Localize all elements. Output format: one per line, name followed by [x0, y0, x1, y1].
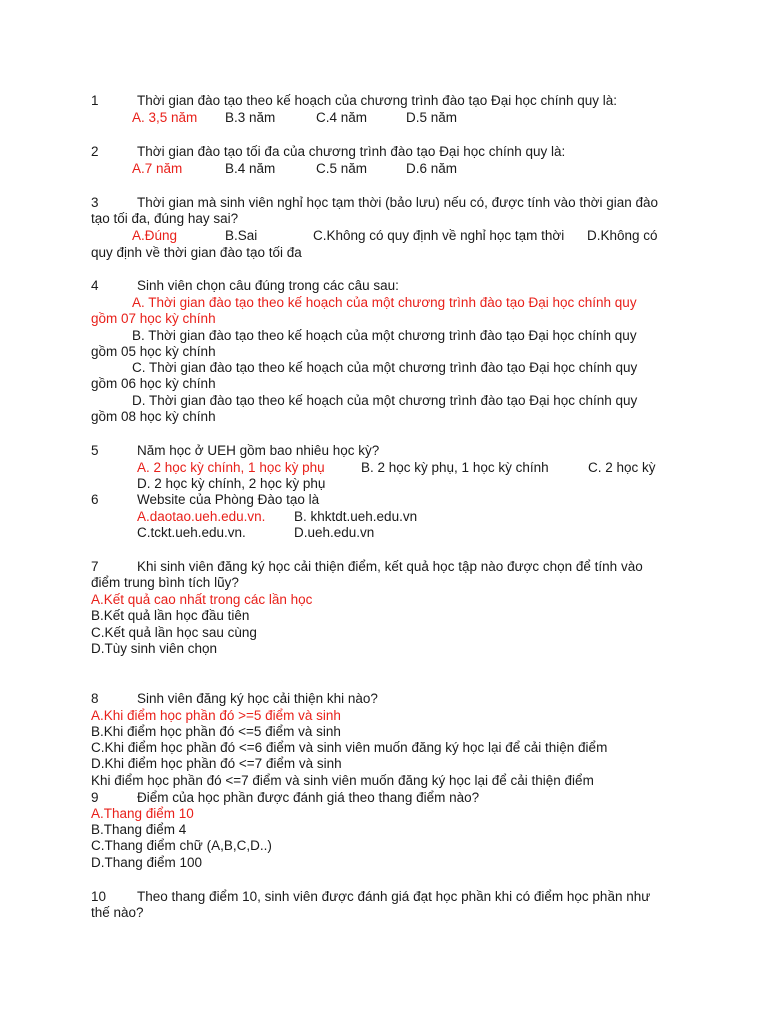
q9-option-c: C.Thang điểm chữ (A,B,C,D..) — [91, 838, 272, 853]
q4-option-b-line1: B. Thời gian đào tạo theo kế hoạch của một chương trình đào tạo Đại học chính quy — [132, 328, 637, 343]
q3-option-b: B.Sai — [225, 228, 258, 243]
q7-number: 7 — [91, 559, 99, 574]
q7-option-c: C.Kết quả lần học sau cùng — [91, 625, 257, 640]
q9-text: Điểm của học phần được đánh giá theo thang điểm nào? — [137, 790, 480, 805]
q2-option-b: B.4 năm — [225, 161, 276, 176]
q4-number: 4 — [91, 278, 99, 293]
q1-option-a: A. 3,5 năm — [132, 110, 198, 125]
q1-option-c: C.4 năm — [316, 110, 368, 125]
q6-text: Website của Phòng Đào tạo là — [137, 492, 320, 507]
q7-option-b: B.Kết quả lần học đầu tiên — [91, 608, 250, 623]
q3-option-c: C.Không có quy định về nghỉ học tạm thời — [313, 228, 565, 243]
q4-option-d-line2: gồm 08 học kỳ chính — [91, 409, 216, 424]
q7-text-line1: Khi sinh viên đăng ký học cải thiện điểm, kết quả học tập nào được chọn để tính vào — [137, 559, 643, 574]
q8-option-c: C.Khi điểm học phần đó <=6 điểm và sinh viên muốn đăng ký học lại để cải thiện điểm — [91, 740, 608, 755]
q3-option-a: A.Đúng — [132, 228, 178, 243]
q3-text-line1: Thời gian mà sinh viên nghỉ học tạm thời (bảo lưu) nếu có, được tính vào thời gian đào — [137, 195, 659, 210]
q3-number: 3 — [91, 195, 99, 210]
q6-number: 6 — [91, 492, 99, 507]
q2-option-c: C.5 năm — [316, 161, 368, 176]
q5-option-d: D. 2 học kỳ chính, 2 học kỳ phụ — [137, 476, 326, 491]
q2-number: 2 — [91, 144, 99, 159]
q8-text: Sinh viên đăng ký học cải thiện khi nào? — [137, 691, 378, 706]
q5-option-c: C. 2 học kỳ — [588, 460, 656, 475]
q1-number: 1 — [91, 93, 99, 108]
q2-text: Thời gian đào tạo tối đa của chương trình đào tạo Đại học chính quy là: — [137, 144, 566, 159]
q3-option-d-cont: quy định về thời gian đào tạo tối đa — [91, 245, 302, 260]
q4-option-a-line2: gồm 07 học kỳ chính — [91, 311, 216, 326]
q6-option-a: A.daotao.ueh.edu.vn. — [137, 509, 266, 524]
q4-option-c-line2: gồm 06 học kỳ chính — [91, 376, 216, 391]
q1-text: Thời gian đào tạo theo kế hoạch của chương trình đào tạo Đại học chính quy là: — [137, 93, 618, 108]
q4-option-a-line1: A. Thời gian đào tạo theo kế hoạch của một chương trình đào tạo Đại học chính quy — [132, 295, 637, 310]
q9-option-d: D.Thang điểm 100 — [91, 855, 203, 870]
q10-text-line1: Theo thang điểm 10, sinh viên được đánh giá đạt học phần khi có điểm học phần như — [137, 889, 651, 904]
q7-option-a: A.Kết quả cao nhất trong các lần học — [91, 592, 313, 607]
q7-text-line2: điểm trung bình tích lũy? — [91, 575, 239, 590]
q8-option-a: A.Khi điểm học phần đó >=5 điểm và sinh — [91, 708, 341, 723]
q10-text-line2: thế nào? — [91, 905, 144, 920]
q6-option-d: D.ueh.edu.vn — [294, 525, 375, 540]
q2-option-a: A.7 năm — [132, 161, 183, 176]
q6-option-b: B. khktdt.ueh.edu.vn — [294, 509, 418, 524]
q4-text: Sinh viên chọn câu đúng trong các câu sau: — [137, 278, 399, 293]
q2-option-d: D.6 năm — [406, 161, 458, 176]
q8-option-extra: Khi điểm học phần đó <=7 điểm và sinh viên muốn đăng ký học lại để cải thiện điểm — [91, 773, 594, 788]
q5-option-a: A. 2 học kỳ chính, 1 học kỳ phụ — [137, 460, 325, 475]
q4-option-b-line2: gồm 05 học kỳ chính — [91, 344, 216, 359]
q8-option-d: D.Khi điểm học phần đó <=7 điểm và sinh — [91, 756, 342, 771]
q10-number: 10 — [91, 889, 107, 904]
q8-option-b: B.Khi điểm học phần đó <=5 điểm và sinh — [91, 724, 341, 739]
q1-option-b: B.3 năm — [225, 110, 276, 125]
q5-number: 5 — [91, 443, 99, 458]
q9-number: 9 — [91, 790, 99, 805]
q1-option-d: D.5 năm — [406, 110, 458, 125]
q4-option-c-line1: C. Thời gian đào tạo theo kế hoạch của một chương trình đào tạo Đại học chính quy — [132, 360, 638, 375]
q9-option-a: A.Thang điểm 10 — [91, 806, 194, 821]
q7-option-d: D.Tùy sinh viên chọn — [91, 641, 218, 656]
q5-option-b: B. 2 học kỳ phụ, 1 học kỳ chính — [361, 460, 549, 475]
q9-option-b: B.Thang điểm 4 — [91, 822, 187, 837]
q5-text: Năm học ở UEH gồm bao nhiêu học kỳ? — [137, 443, 380, 458]
q3-text-line2: tạo tối đa, đúng hay sai? — [91, 211, 239, 226]
q8-number: 8 — [91, 691, 99, 706]
q4-option-d-line1: D. Thời gian đào tạo theo kế hoạch của một chương trình đào tạo Đại học chính quy — [132, 393, 638, 408]
q6-option-c: C.tckt.ueh.edu.vn. — [137, 525, 246, 540]
q3-option-d: D.Không có — [587, 228, 658, 243]
